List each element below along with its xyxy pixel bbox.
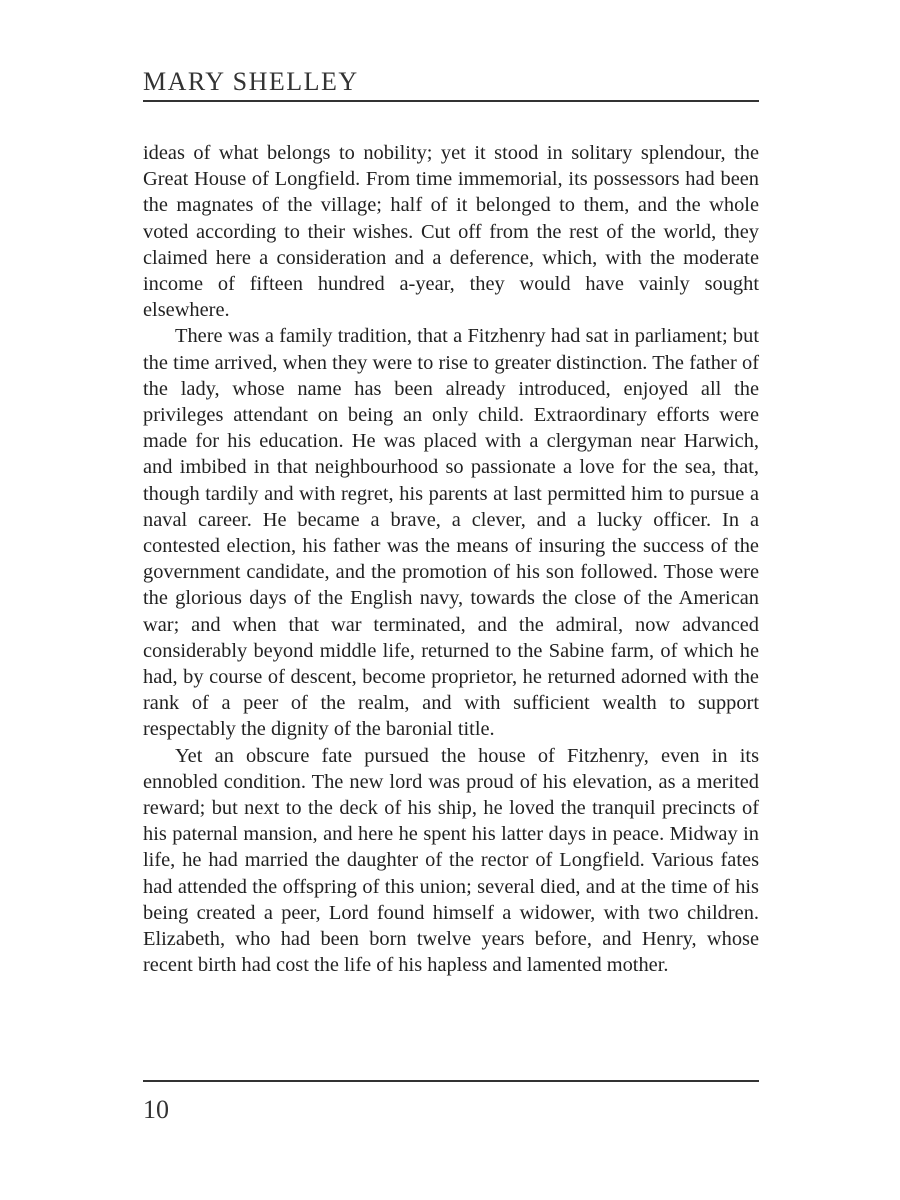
body-text bbox=[143, 140, 759, 979]
footer-rule bbox=[143, 1080, 759, 1082]
header-rule bbox=[143, 100, 759, 102]
page-number: 10 bbox=[143, 1095, 169, 1124]
running-head: MARY SHELLEY bbox=[143, 67, 359, 96]
paragraph-3: Yet an obscure fate pursued the house of Fitzhenry, even in its ennobled condition. The new lord was proud of his elevation, as a merited reward; but next to the deck of his ship, he loved the tranquil precincts of his paternal mansion, and here he spent his latter days in peace. Midway in life, he had married the daughter of the rector of Longfield. Various fates had attended the offspring of this union; several died, and at the time of his being created a peer, Lord found himself a widower, with two children. Elizabeth, who had been born twelve years before, and Henry, whose recent birth had cost the life of his hapless and lamented mother. bbox=[143, 744, 759, 977]
paragraph-1: ideas of what belongs to nobility; yet it stood in solitary splendour, the Great House of Longfield. From time immemorial, its possessors had been the magnates of the village; half of it belonged to them, and the whole voted according to their wishes. Cut off from the rest of the world, they claimed here a consideration and a deference, which, with the moderate income of fifteen hundred a-year, they would have vainly sought elsewhere. bbox=[143, 142, 759, 322]
book-page bbox=[143, 0, 759, 1200]
paragraph-2: There was a family tradition, that a Fitzhenry had sat in parliament; but the time arrived, when they were to rise to greater distinction. The father of the lady, whose name has been already introduced, enjoyed all the privileges attendant on being an only child. Extraordinary efforts were made for his education. He was placed with a clergyman near Harwich, and imbibed in that neighbourhood so passionate a love for the sea, that, though tardily and with regret, his parents at last permitted him to pursue a naval career. He became a brave, a clever, and a lucky officer. In a contested election, his father was the means of insuring the success of the government candidate, and the promotion of his son followed. Those were the glorious days of the English navy, towards the close of the American war; and when that war terminated, and the admiral, now advanced considerably beyond middle life, returned to the Sabine farm, of which he had, by course of descent, become proprietor, he returned adorned with the rank of a peer of the realm, and with sufficient wealth to support respectably the dignity of the baronial title. bbox=[143, 325, 759, 741]
